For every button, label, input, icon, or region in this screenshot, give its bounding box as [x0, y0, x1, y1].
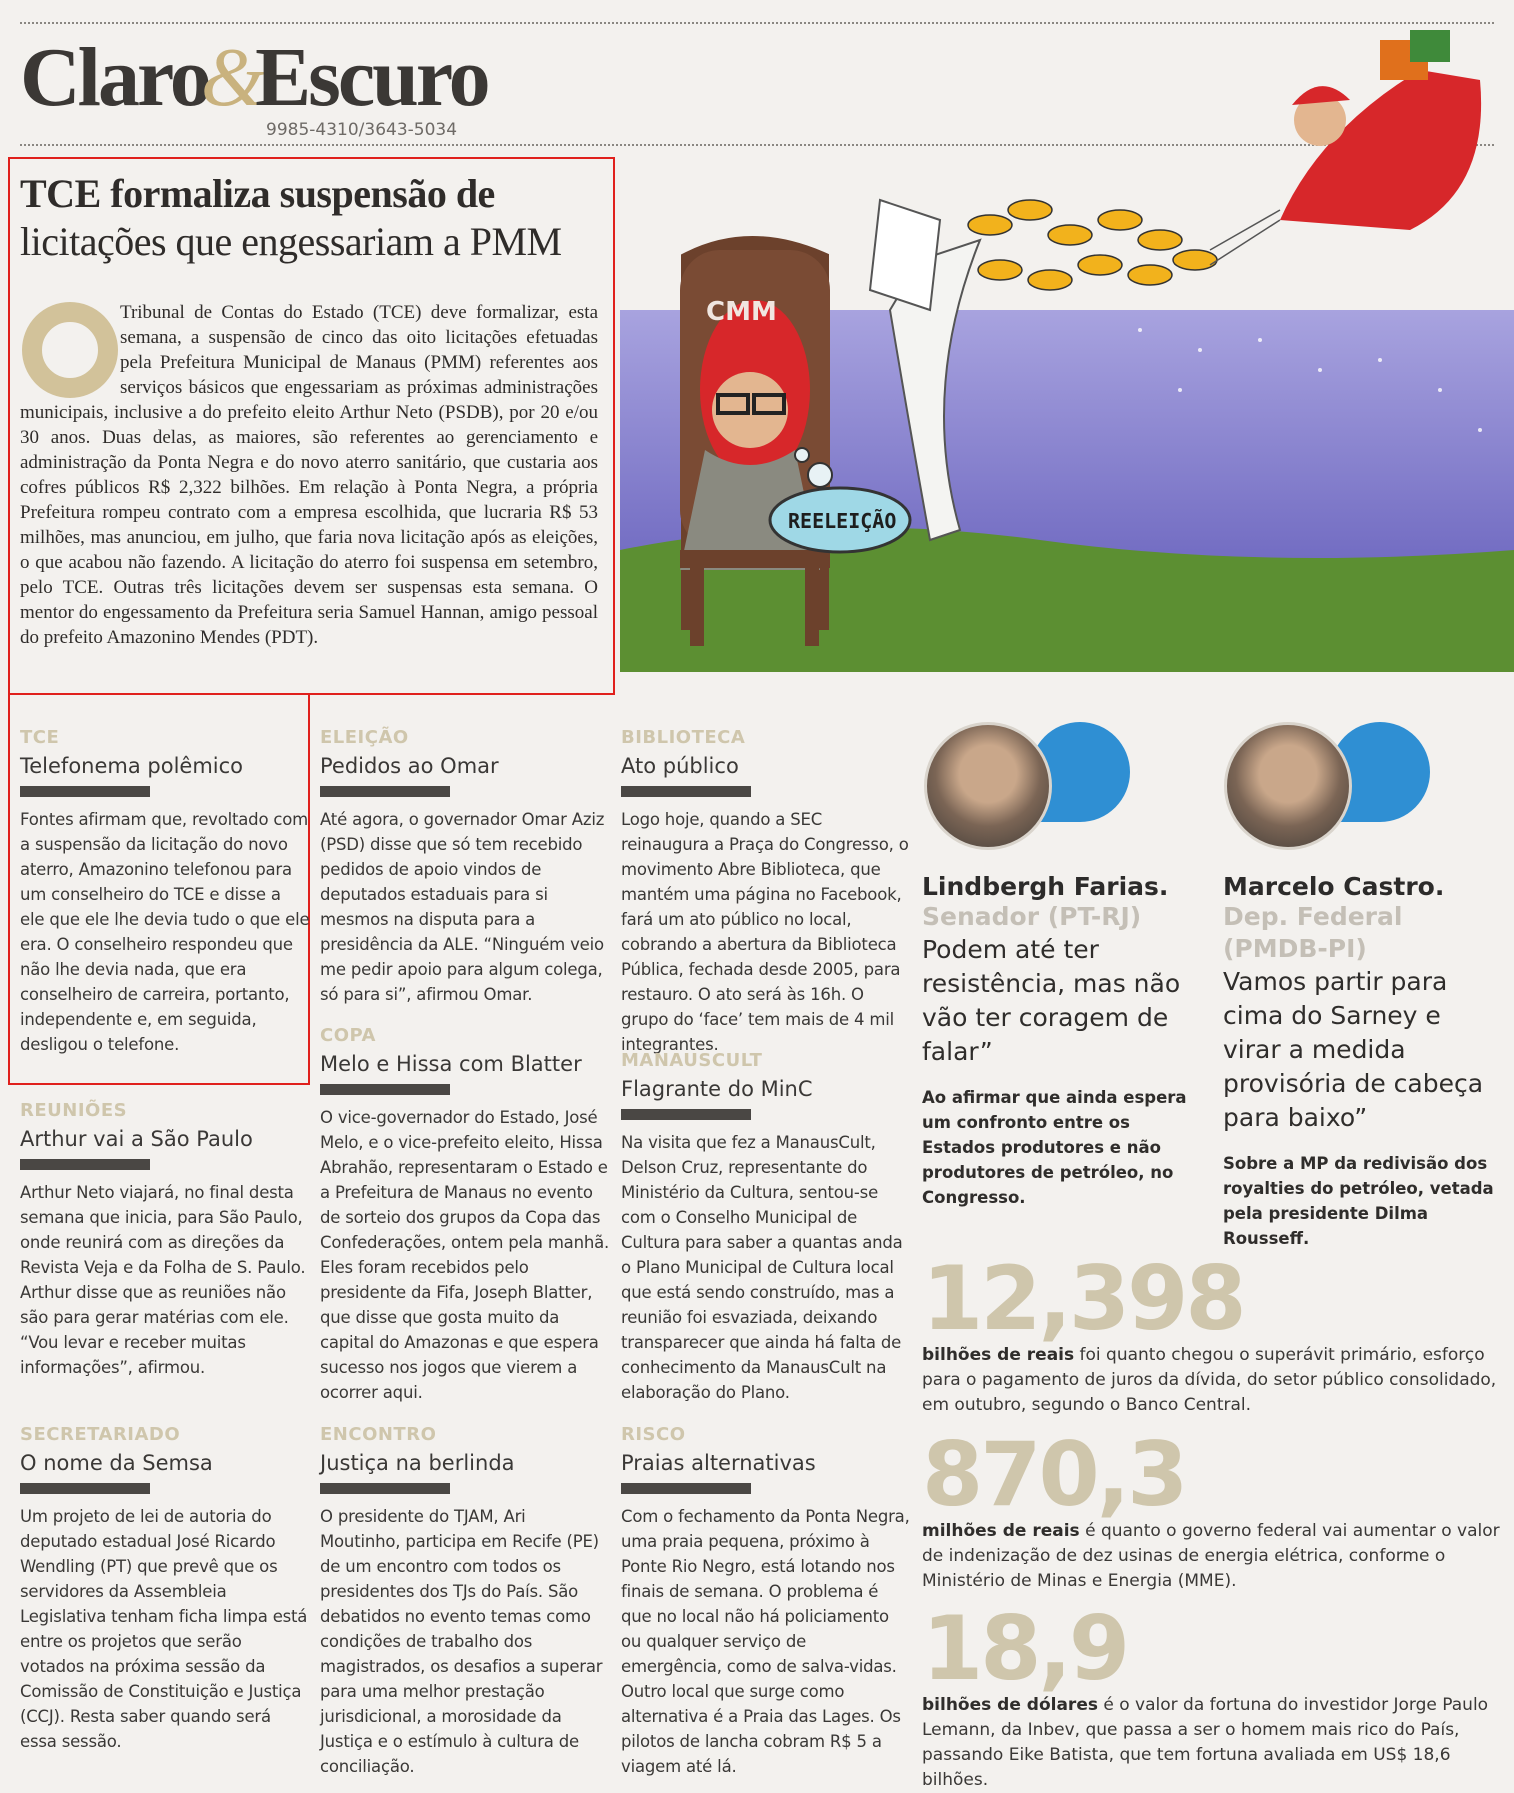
brief-kicker: MANAUSCULT: [621, 1050, 763, 1071]
brief-kicker: COPA: [320, 1025, 376, 1046]
brief-title: Flagrante do MinC: [621, 1077, 813, 1101]
brief-body: O vice-governador do Estado, José Melo, e o vice-prefeito eleito, Hissa Abrahão, representaram o Estado e a Prefeitura de Manaus no evento de sorteio dos grupos da Copa das Confederações, ontem pela manhã. Eles foram recebidos pelo presidente da Fifa, Joseph Blatter, que disse que gosta muito da capital do Amazonas e que espera sucesso nos jogos que vierem a ocorrer aqui.: [320, 1108, 610, 1402]
quote-role: Dep. Federal (PMDB-PI): [1223, 902, 1403, 963]
brief-secretariado: [20, 1424, 310, 1754]
brief-kicker: REUNIÕES: [20, 1100, 128, 1121]
editorial-cartoon: [620, 10, 1514, 672]
quote-name: Lindbergh Farias.: [922, 872, 1169, 901]
stat-fortuna: [922, 1597, 1502, 1793]
brief-title: Ato público: [621, 754, 739, 778]
stat-unit: milhões de reais: [922, 1521, 1080, 1541]
brief-bar: [20, 786, 150, 797]
brief-body: Logo hoje, quando a SEC reinaugura a Praça do Congresso, o movimento Abre Biblioteca, que mantém uma página no Facebook, fará um ato público no local, cobrando a abertura da Biblioteca Pública, fechada desde 2005, para restauro. O ato será às 16h. O grupo do ‘face’ tem mais de 4 mil integrantes.: [621, 810, 909, 1054]
brief-risco: [621, 1424, 911, 1779]
stat-description: foi quanto chegou o superávit primário, esforço para o pagamento de juros da dívida, do setor público consolidado, em outubro, segundo o Banco Central.: [922, 1345, 1497, 1415]
brief-bar: [621, 1109, 751, 1120]
masthead: [20, 31, 488, 124]
quote-text: Podem até ter resistência, mas não vão ter coragem de falar”: [922, 935, 1181, 1066]
brief-tce: [20, 727, 310, 1057]
quote-note: Sobre a MP da redivisão dos royalties do petróleo, vetada pela presidente Dilma Rousseff.: [1223, 1154, 1494, 1248]
brief-bar: [320, 1084, 450, 1095]
quote-note: Ao afirmar que ainda espera um confronto entre os Estados produtores e não produtores de petróleo, no Congresso.: [922, 1088, 1187, 1207]
masthead-escuro: Escuro: [255, 31, 488, 124]
chair-label: CMM: [706, 297, 777, 327]
brief-body: Arthur Neto viajará, no final desta semana que inicia, para São Paulo, onde reunirá com as direções da Revista Veja e da Folha de S. Paulo. Arthur disse que as reuniões não são para gerar matérias com ele. “Vou levar e receber muitas informações”, afirmou.: [20, 1183, 306, 1377]
brief-body: Na visita que fez a ManausCult, Delson Cruz, representante do Ministério da Cultura, sentou-se com o Conselho Municipal de Cultura para saber a quantas anda o Plano Municipal de Cultura local que está sendo construído, mas a reunião foi esvaziada, deixando transparecer que ainda há falta de conhecimento da ManausCult na elaboração do Plano.: [621, 1133, 903, 1402]
brief-copa: [320, 1025, 610, 1405]
masthead-claro: Claro: [20, 31, 209, 124]
brief-kicker: TCE: [20, 727, 60, 748]
brief-body: Com o fechamento da Ponta Negra, uma praia pequena, próximo à Ponte Rio Negro, está lotando nos finais de semana. O problema é que no local não há policiamento ou qualquer serviço de emergência, como de salva-vidas. Outro local que surge como alternativa é a Praia das Lages. Os pilotos de lancha cobram R$ 5 a viagem até lá.: [621, 1507, 910, 1776]
quote-marcelo: [1223, 872, 1503, 1251]
headline-regular: licitações que engessariam a PMM: [20, 219, 562, 264]
brief-title: Melo e Hissa com Blatter: [320, 1052, 582, 1076]
brief-title: Pedidos ao Omar: [320, 754, 499, 778]
stat-description: é quanto o governo federal vai aumentar o valor de indenização de dez usinas de energia elétrica, conforme o Ministério de Minas e Energia (MME).: [922, 1521, 1500, 1591]
brief-body: Fontes afirmam que, revoltado com a suspensão da licitação do novo aterro, Amazonino telefonou para um conselheiro do TCE e disse a ele que ele lhe devia tudo o que ele era. O conselheiro respondeu que não lhe devia nada, que era conselheiro de carreira, portanto, independente e, em seguida, desligou o telefone.: [20, 810, 310, 1054]
cartoon-illustration: [620, 10, 1514, 672]
masthead-ampersand: &: [200, 31, 264, 124]
brief-bar: [20, 1483, 150, 1494]
brief-kicker: SECRETARIADO: [20, 1424, 181, 1445]
quote-name: Marcelo Castro.: [1223, 872, 1445, 901]
brief-title: Telefonema polêmico: [20, 754, 244, 778]
quote-lindbergh: [922, 872, 1192, 1210]
lead-paragraph: Tribunal de Contas do Estado (TCE) deve formalizar, esta semana, a suspensão de cinco das oito licitações efetuadas pela Prefeitura Municipal de Manaus (PMM) referentes aos serviços básicos que engessariam as próximas administrações municipais, inclusive a do prefeito eleito Arthur Neto (PSDB), por 20 e/ou 30 anos. Duas delas, as maiores, são referentes ao gerenciamento e administração da Ponta Negra e do novo aterro sanitário, que custaria aos cofres públicos R$ 2,322 bilhões. Em relação à Ponta Negra, a própria Prefeitura rompeu contrato com a empresa escolhida, que lucraria R$ 53 milhões, mas anunciou, em julho, que faria nova licitação após as eleições, o que acabou não fazendo. A licitação do aterro foi suspensa em setembro, pelo TCE. Outras três licitações devem ser suspensas esta semana. O mentor do engessamento da Prefeitura seria Samuel Hannan, amigo pessoal do prefeito Amazonino Mendes (PDT).: [20, 302, 598, 648]
stat-description: é o valor da fortuna do investidor Jorge Paulo Lemann, da Inbev, que passa a ser o homem mais rico do País, passando Eike Batista, que tem fortuna avaliada em US$ 18,6 bilhões.: [922, 1695, 1489, 1790]
brief-bar: [621, 786, 751, 797]
avatar-marcelo: [1224, 722, 1352, 850]
cartoon-bubble-label: REELEIÇÃO: [788, 509, 897, 533]
headline-bold: TCE formaliza suspensão de: [20, 171, 495, 216]
stat-indenizacao: [922, 1423, 1502, 1594]
brief-title: Praias alternativas: [621, 1451, 816, 1475]
brief-title: Justiça na berlinda: [320, 1451, 515, 1475]
brief-encontro: [320, 1424, 610, 1779]
brief-biblioteca: [621, 727, 911, 1057]
brief-kicker: RISCO: [621, 1424, 686, 1445]
phone-number: 9985-4310/3643-5034: [266, 120, 458, 140]
avatar-lindbergh: [924, 722, 1052, 850]
stat-unit: bilhões de dólares: [922, 1695, 1098, 1715]
brief-title: Arthur vai a São Paulo: [20, 1127, 253, 1151]
stat-value: 870,3: [922, 1423, 1186, 1526]
brief-kicker: ELEIÇÃO: [320, 727, 409, 748]
brief-bar: [320, 1483, 450, 1494]
brief-body: Um projeto de lei de autoria do deputado estadual José Ricardo Wendling (PT) que prevê que os servidores da Assembleia Legislativa tenham ficha limpa está entre os projetos que serão votados na próxima sessão da Comissão de Constituição e Justiça (CCJ). Resta saber quando será essa sessão.: [20, 1507, 308, 1751]
stat-unit: bilhões de reais: [922, 1345, 1075, 1365]
stat-text: [922, 1693, 1502, 1793]
stat-value: 12,398: [922, 1247, 1244, 1350]
brief-title: O nome da Semsa: [20, 1451, 213, 1475]
stat-value: 18,9: [922, 1597, 1128, 1700]
quote-role: Senador (PT-RJ): [922, 902, 1142, 931]
brief-eleicao: [320, 727, 610, 1007]
brief-body: O presidente do TJAM, Ari Moutinho, participa em Recife (PE) de um encontro com todos os presidentes dos TJs do País. São debatidos no evento temas como condições de trabalho dos magistrados, os desafios a superar para uma melhor prestação jurisdicional, a morosidade da Justiça e o estímulo à cultura de conciliação.: [320, 1507, 603, 1776]
brief-bar: [621, 1483, 751, 1494]
stat-superavit: [922, 1247, 1502, 1418]
brief-body: Até agora, o governador Omar Aziz (PSD) disse que só tem recebido pedidos de apoio vindos de deputados estaduais para si mesmos na disputa para a presidência da ALE. “Ninguém veio me pedir apoio para algum colega, só para si”, afirmou Omar.: [320, 810, 605, 1004]
brief-kicker: ENCONTRO: [320, 1424, 437, 1445]
stat-text: [922, 1343, 1502, 1418]
brief-bar: [20, 1159, 150, 1170]
brief-bar: [320, 786, 450, 797]
main-headline: [20, 170, 610, 266]
stat-text: [922, 1519, 1502, 1594]
brief-manauscult: [621, 1050, 911, 1405]
quote-text: Vamos partir para cima do Sarney e virar a medida provisória de cabeça para baixo”: [1223, 967, 1484, 1132]
brief-reunioes: [20, 1100, 310, 1380]
brief-kicker: BIBLIOTECA: [621, 727, 746, 748]
